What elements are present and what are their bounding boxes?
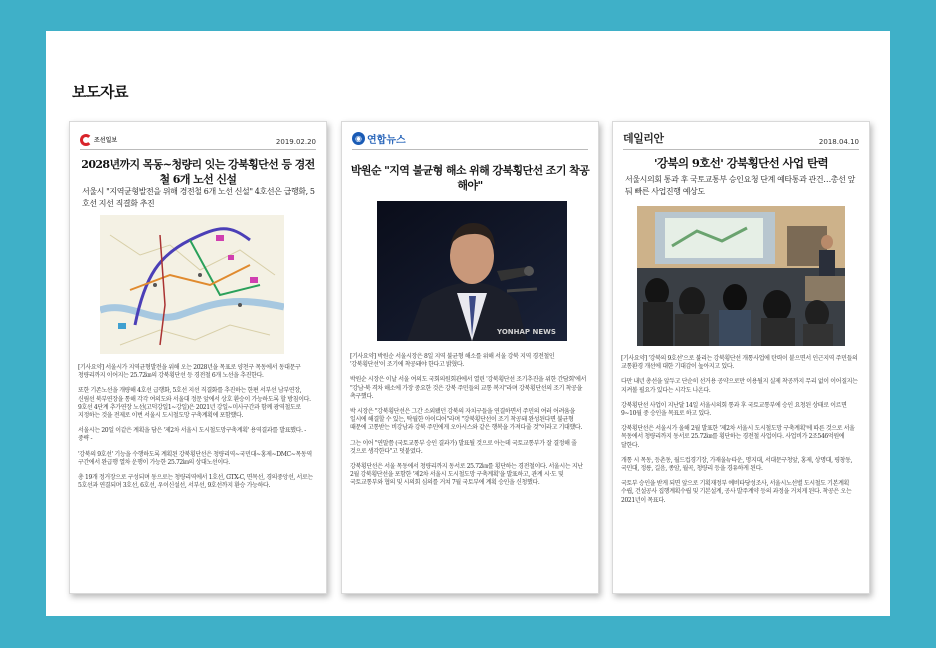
clip-paragraph: [기사요약] 박원순 서울시장은 8일 지역 불균형 해소를 위해 서울 강북 지역 경전철인 '강북횡단선'이 조기에 착공돼야 한다고 밝혔다. — [350, 353, 555, 369]
clip-header — [623, 130, 859, 150]
clip-paragraph: 서울시는 20일 이같은 계획을 담은 '제2차 서울시 도시철도망구축계획' 용역결과를 발표했다. - 중략 - — [78, 427, 306, 443]
source-name: 연합뉴스 — [367, 135, 406, 146]
press-release-panel — [46, 31, 890, 616]
clip-subheadline: 서울시 "지역균형발전을 위해 경전철 6개 노선 신설" 4호선은 급행화, 5호선 지선 직결화 추진 — [82, 187, 315, 208]
photo-watermark: YONHAP NEWS — [497, 328, 556, 336]
briefing-photo-image — [637, 206, 845, 346]
clip-paragraph: 개통 시 목동, 등촌동, 월드컵경기장, 가재울뉴타운, 명지대, 서대문구청앞, 홍제, 상명대, 평창동, 국민대, 정릉, 길음, 종암, 월곡, 청량리 등을 경유하게 된다. — [621, 456, 853, 473]
clip-paragraph: 강북횡단선은 서울 목동에서 청량리까지 동서로 25.72㎞를 횡단하는 경전철이다. 서울시는 지난 2월 강북횡단선을 포함한 '제2차 서울시 도시철도망 구축계획'을 발표하고, 관계 시·도 및 국토교통부와 협의 및 시의회 심의를 거쳐 7월 국토부에 계획 승인을 신청했다. — [350, 463, 583, 487]
briefing-photo — [637, 206, 845, 346]
route-map-icon — [100, 215, 284, 354]
clip-header — [352, 130, 588, 150]
speaker-photo-image — [377, 201, 567, 341]
clip-body — [621, 355, 861, 512]
news-clip-chosun[interactable] — [69, 121, 327, 594]
clip-paragraph: 또한 기존노선을 개량해 4호선 급행화, 5호선 지선 직결화를 추진하는 한편 서부선 남부연장, 신림선 북부연장을 통해 각각 여의도와 서울대 정문 앞에서 상호 환승이 가능하도록 할 방침이다. 9호선 4단계 추가연장 노선(고덕강일1~강일)은 2021년 강일~미사구간과 함께 광역철도로 지정하는 것을 전제로 이번 서울시 도시철도망 구축계획에 포함했다. — [78, 387, 311, 420]
source-name: 데일리안 — [623, 132, 664, 145]
dailian-logo-icon — [623, 130, 664, 146]
clip-paragraph: [기사요약] '강북의 9호선'으로 불리는 강북횡단선 개통사업에 탄력이 붙으면서 인근지역 주민들의 교통환경 개선에 대한 기대감이 높아지고 있다. — [621, 355, 858, 371]
clip-paragraph: 박 시장은 "강북횡단선은 그간 소외됐던 강북의 자치구들을 연결하면서 주민의 여러 어려움을 일시에 해결할 수 있는, 탁월한 아이디어"라며 "강북횡단선이 조기 착공돼 완성된다면 불균형 때문에 고통받는 비강남과 강북 주민에게 오아시스와 같은 행복을 가져다줄 것"이라고 기대했다. — [350, 408, 582, 432]
clip-header — [80, 130, 316, 150]
clip-paragraph: 다만 내년 총선을 앞두고 단순히 선거용 공약으로만 이용될지 실제 착공까지 무리 없이 이어질지는 지켜볼 필요가 있다는 시각도 나온다. — [621, 378, 858, 394]
clip-paragraph: 국토부 승인을 받게 되면 앞으로 기획재정부 예비타당성조사, 서울시노선별 도시철도 기본계획 수립, 건설공사 집행계획수립 및 기본설계, 공사 발주계약 등의 과정을 거치게 된다. 착공은 오는 2021년이 목표다. — [621, 480, 852, 504]
clip-subheadline: 서울시의회 통과 후 국토교통부 승인요청 단계 예타통과 관건…총선 앞둬 빠른 사업진행 예상도 — [625, 175, 855, 196]
clip-body — [350, 353, 590, 495]
clip-body — [78, 364, 318, 497]
chosun-logo-icon — [80, 134, 117, 146]
route-map-image — [100, 215, 284, 354]
clip-headline: '강북의 9호선' 강북횡단선 사업 탄력 — [654, 156, 828, 170]
clip-paragraph: 총 19개 정거장으로 구성되며 동으로는 청량리역에서 1호선, GTX-C, 면목선, 경의중앙선, 서로는 5호선과 연결되며 3호선, 6호선, 우이신설선, 서부선, 9호선까지 환승 가능하다. — [78, 474, 313, 490]
clip-date: 2019.02.20 — [275, 138, 316, 146]
clip-paragraph: 그는 이어 "연말쯤 (국토교통부 승인 결과가) 발표될 것으로 아는데 국토교통부가 잘 결정해 줄 것으로 생각한다"고 덧붙였다. — [350, 439, 577, 455]
clip-paragraph: [기사요약] 서울시가 지역균형발전을 위해 오는 2028년을 목표로 양천구 목동에서 동대문구 청량리까지 이어지는 25.72㎞의 강북횡단선 등 경전철 6개 노선을 추진한다. — [78, 364, 301, 380]
source-name: 조선일보 — [94, 136, 118, 144]
news-clip-dailian[interactable] — [612, 121, 870, 594]
clip-paragraph: 강북횡단선 사업이 지난달 14일 서울시의회 통과 후 국토교통부에 승인 요청된 상태로 이르면 9~10월 중 승인을 목표로 하고 있다. — [621, 401, 847, 418]
clip-paragraph: '강북의 9호선' 기능을 수행하도록 계획된 강북횡단선은 청량리역~국민대~홍제~DMC~목동역 구간에서 완급행 열차 운행이 가능한 25.72㎞의 상대노선이다. — [78, 450, 312, 466]
clip-headline: 2028년까지 목동~청량리 잇는 강북횡단선 등 경전철 6개 노선 신설 — [81, 158, 315, 186]
page-title: 보도자료 — [72, 83, 128, 101]
clip-paragraph: 박원순 시장은 이날 서울 여의도 국회의원회관에서 열린 '강북횡단선 조기추진을 위한 간담회'에서 "강남·북 격차 해소에 가장 중요한 것은 강북 주민들의 교통 복지"라며 강북횡단선의 조기 착공을 촉구했다. — [350, 376, 587, 400]
speaker-photo — [377, 201, 567, 341]
clip-date: 2018.04.10 — [818, 138, 859, 146]
clip-headline: 박원순 "지역 불균형 해소 위해 강북횡단선 조기 착공해야" — [350, 164, 590, 192]
news-clip-yonhap[interactable] — [341, 121, 599, 594]
yonhap-logo-icon: ◉ 연합뉴스 — [352, 131, 406, 146]
clip-paragraph: 강북횡단선은 서울시가 올해 2월 발표한 '제2차 서울시 도시철도망 구축계획'에 따른 것으로 서울 목동에서 청량리까지 동서로 25.72㎞를 횡단하는 경전철 사업이다. 사업비가 2조546억원에 달한다. — [621, 425, 855, 449]
